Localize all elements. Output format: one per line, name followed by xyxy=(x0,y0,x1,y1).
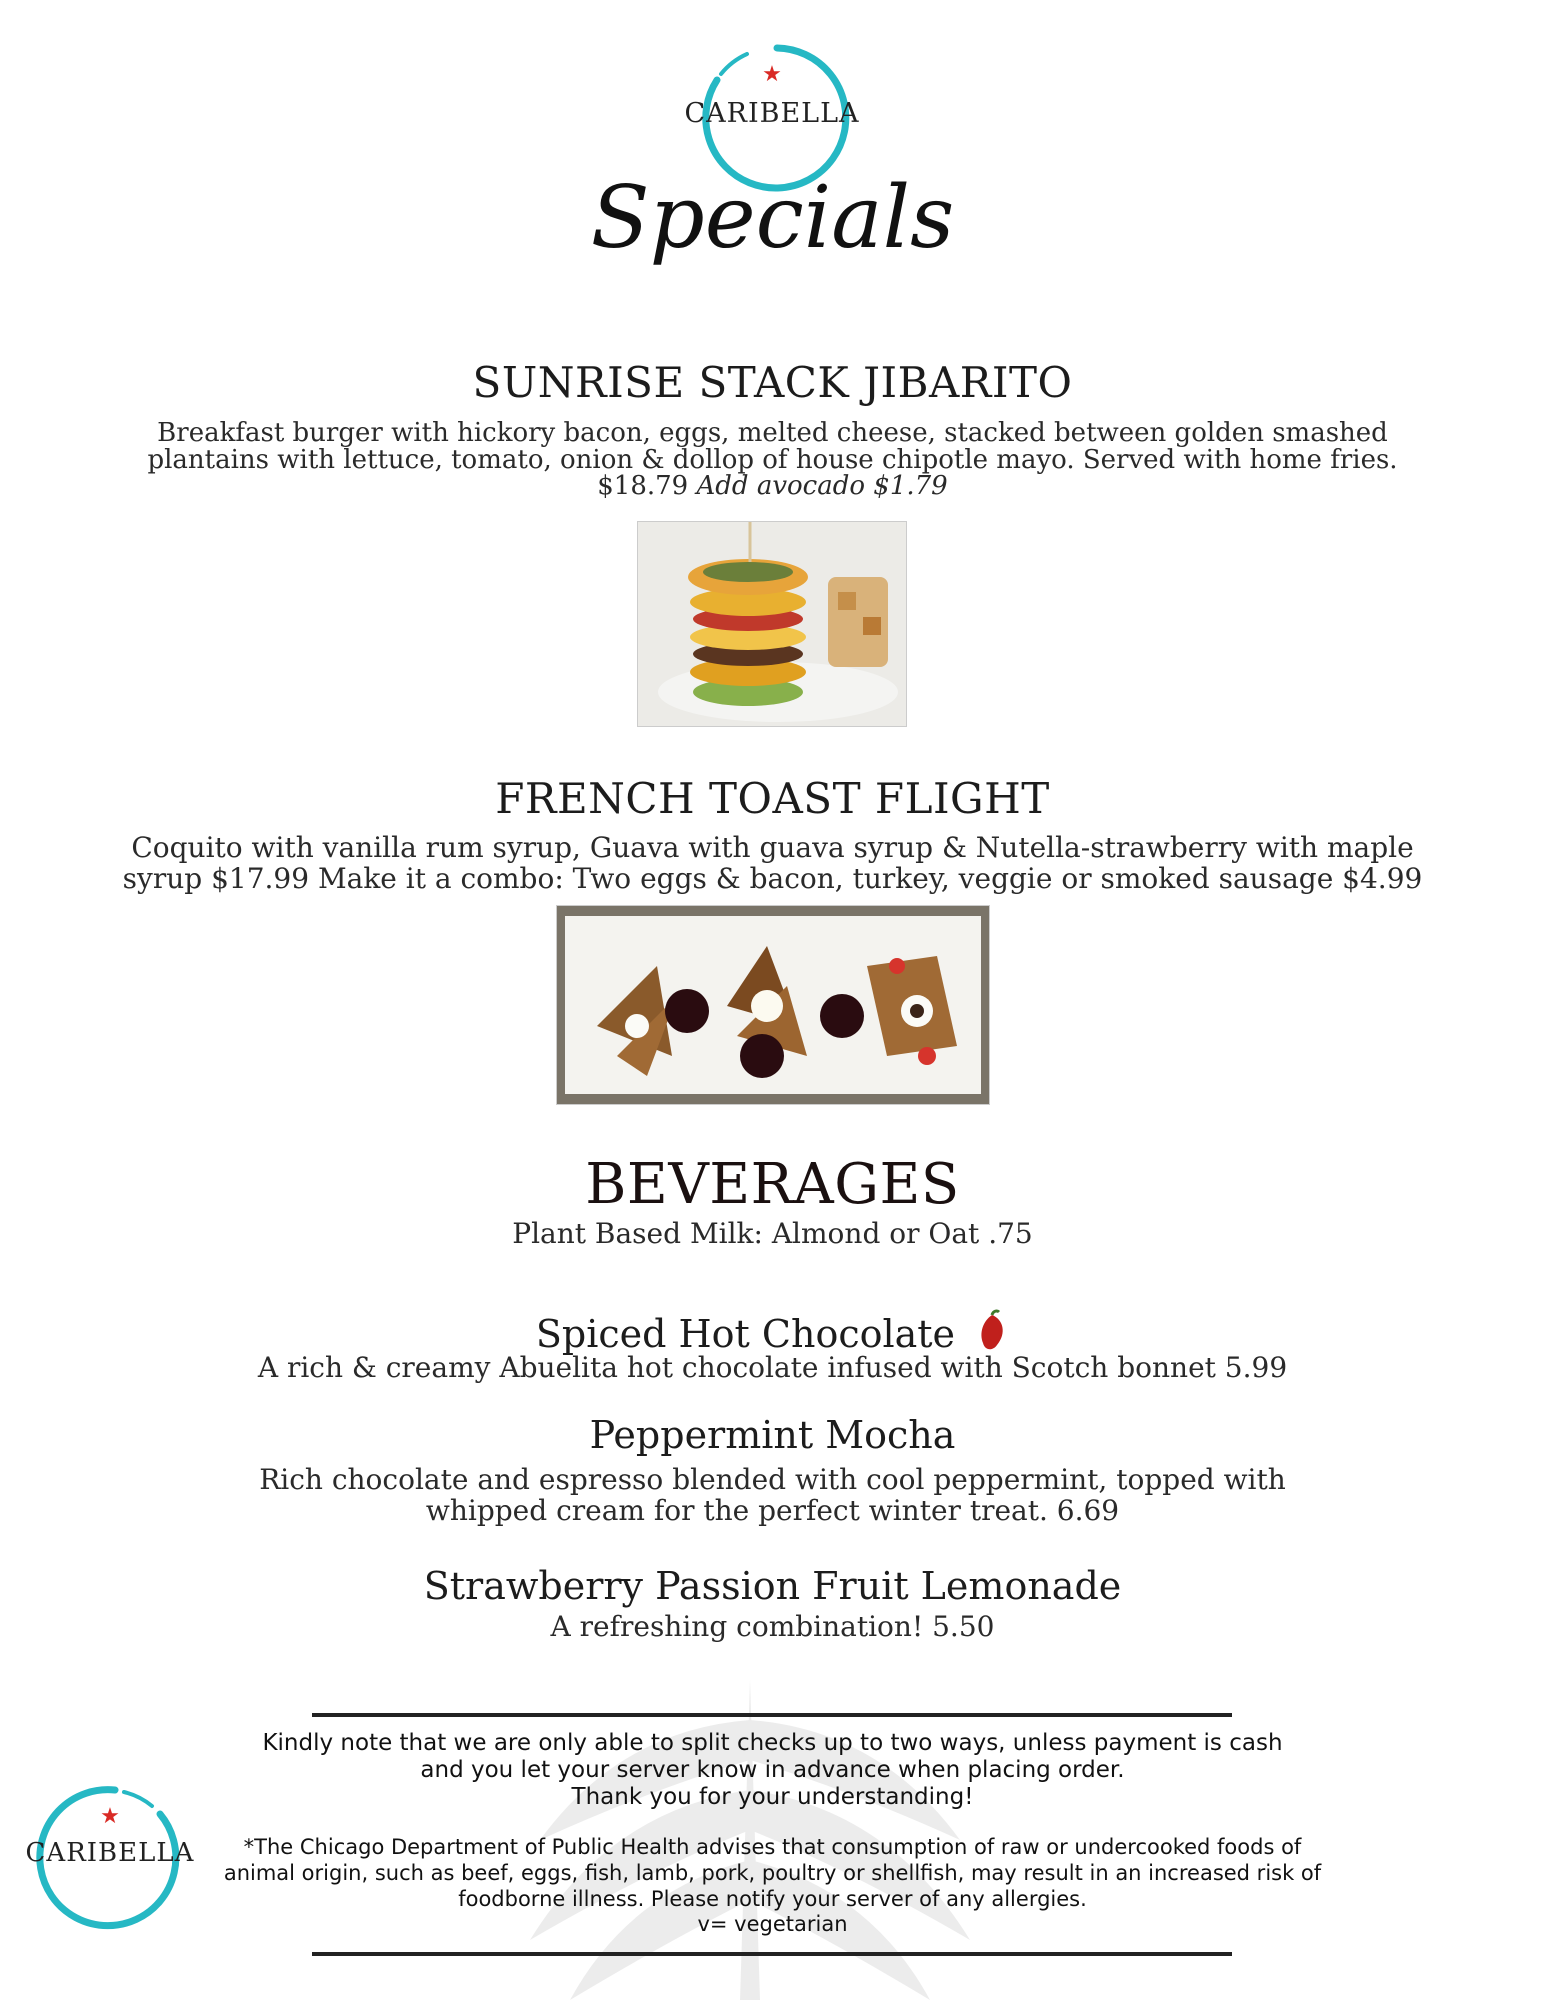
beverage-title-3: Strawberry Passion Fruit Lemonade xyxy=(423,1564,1122,1608)
special-title-1: SUNRISE STACK JIBARITO xyxy=(472,358,1073,407)
logo-text: CARIBELLA xyxy=(684,98,860,129)
beverage-desc-3: A refreshing combination! 5.50 xyxy=(550,1610,995,1643)
health-advisory-line3: foodborne illness. Please notify your server of any allergies. xyxy=(458,1887,1087,1911)
special-desc-2-line1: Coquito with vanilla rum syrup, Guava with guava syrup & Nutella-strawberry with maple xyxy=(131,831,1414,864)
beverage-desc-2-line1: Rich chocolate and espresso blended with cool peppermint, topped with xyxy=(259,1463,1286,1496)
sunrise-stack-jibarito-photo xyxy=(637,521,907,727)
footer-top-divider xyxy=(312,1713,1232,1717)
special-addon-1: Add avocado $1.79 xyxy=(696,471,948,501)
logo-star-icon: ★ xyxy=(762,62,782,87)
beverage-title-1-text: Spiced Hot Chocolate xyxy=(535,1312,956,1356)
special-price-1-value: $18.79 xyxy=(597,471,689,501)
special-desc-1-line1: Breakfast burger with hickory bacon, eggs, melted cheese, stacked between golden smashed xyxy=(157,418,1388,448)
split-check-note-line3: Thank you for your understanding! xyxy=(571,1784,974,1810)
special-desc-2-line2: syrup $17.99 Make it a combo: Two eggs & bacon, turkey, veggie or smoked sausage $4.99 xyxy=(122,862,1423,895)
footer-logo-text: CARIBELLA xyxy=(25,1838,195,1868)
palm-leaf-watermark xyxy=(420,1640,1060,2000)
burger-image xyxy=(638,522,906,726)
health-advisory-line2: animal origin, such as beef, eggs, fish, lamb, pork, poultry or shellfish, may result in an increased risk of xyxy=(223,1861,1322,1885)
beverage-title-2: Peppermint Mocha xyxy=(589,1413,956,1457)
french-toast-image xyxy=(557,906,989,1104)
beverages-heading: BEVERAGES xyxy=(585,1152,960,1217)
special-desc-1-line2: plantains with lettuce, tomato, onion & dollop of house chipotle mayo. Served with home fries. xyxy=(147,445,1398,475)
beverage-desc-2-line2: whipped cream for the perfect winter treat. 6.69 xyxy=(425,1494,1120,1527)
vegetarian-legend: v= vegetarian xyxy=(697,1912,848,1936)
page-title: Specials xyxy=(590,168,955,268)
plant-milk-note: Plant Based Milk: Almond or Oat .75 xyxy=(512,1217,1033,1250)
health-advisory-line1: *The Chicago Department of Public Health advises that consumption of raw or undercooked foods of xyxy=(243,1835,1302,1859)
beverage-title-1 xyxy=(0,1309,1545,1356)
split-check-note-line2: and you let your server know in advance when placing order. xyxy=(420,1757,1125,1783)
footer-bottom-divider xyxy=(312,1952,1232,1956)
french-toast-flight-photo xyxy=(556,905,990,1105)
special-title-2: FRENCH TOAST FLIGHT xyxy=(495,774,1050,823)
pepper-icon xyxy=(975,1309,1009,1353)
beverage-desc-1: A rich & creamy Abuelita hot chocolate infused with Scotch bonnet 5.99 xyxy=(257,1351,1288,1384)
footer-logo-star-icon: ★ xyxy=(100,1804,120,1829)
split-check-note-line1: Kindly note that we are only able to split checks up to two ways, unless payment is cash xyxy=(262,1730,1283,1756)
special-price-1 xyxy=(0,473,1545,500)
caribella-footer-logo xyxy=(20,1782,200,1932)
